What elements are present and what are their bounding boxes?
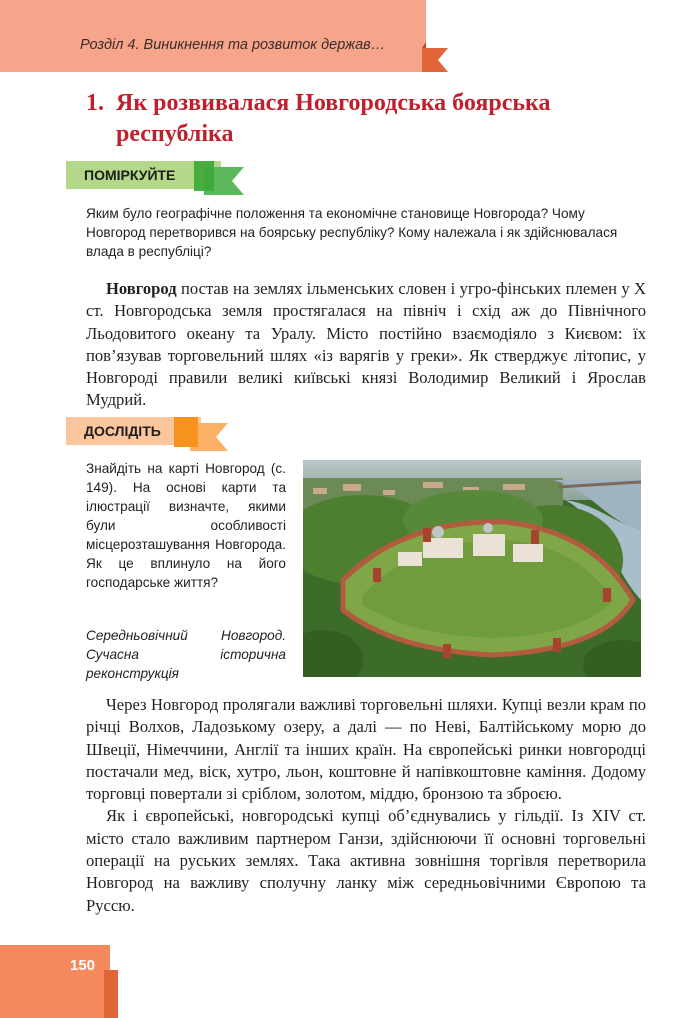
page-number: 150 bbox=[70, 957, 96, 974]
photo-caption: Середньовічний Новгород. Сучасна історична реконструкція bbox=[86, 628, 286, 681]
think-label: ПОМІРКУЙТЕ bbox=[66, 161, 221, 189]
orange-ribbon-icon bbox=[174, 417, 230, 453]
section-header: Розділ 4. Виникнення та розвиток держав… bbox=[80, 37, 386, 53]
paragraph-3-text: Як і європейські, новгородські купці об’єднувались у гільдії. Із XIV ст. місто стало важливим партнером Ганзи, здійснюючи її основні торговельні операції на руських землях. Така активна зовнішня торгівля перетворила Новгород на важливу сполучну ланку між середньовічними Європою та Руссю. bbox=[86, 806, 646, 915]
research-task: Знайдіть на карті Новгород (с. 149). На основі карти та ілюстрації визначте, якими були особливості місцерозташування Новгорода. Як це вплинуло на його господарське життя? bbox=[86, 461, 286, 590]
page-number-band bbox=[0, 945, 110, 1018]
title-number: 1. bbox=[86, 90, 104, 116]
research-banner bbox=[66, 417, 231, 445]
green-ribbon-icon bbox=[194, 161, 246, 197]
paragraph-2-text: Через Новгород пролягали важливі торговельні шляхи. Купці везли крам по річці Волхов, Ладозькому озеру, а далі — по Неві, Балтійському морю до Швеції, Німеччини, Англії та інших країн. На європейські ринки новгородці постачали мед, віск, хутро, льон, коштовне й напівкоштовне каміння. Додому торговці повертали зі сріблом, золотом, міддю, бронзою та зброєю. bbox=[86, 695, 646, 804]
page-number-strip bbox=[104, 970, 118, 1018]
title-line-2: республіка bbox=[116, 121, 234, 147]
page-title bbox=[86, 88, 646, 150]
paragraph-trade bbox=[86, 694, 646, 917]
title-line-1: Як розвивалася Новгородська боярська bbox=[116, 90, 551, 116]
header-ribbon-decoration bbox=[400, 42, 448, 74]
research-label: ДОСЛІДІТЬ bbox=[66, 417, 201, 445]
paragraph-novgorod bbox=[86, 278, 646, 412]
think-question: Яким було географічне положення та економічне становище Новгорода? Чому Новгород перетворився на боярську республіку? Кому належала і як здійснювалася влада в республіці? bbox=[86, 206, 618, 259]
think-banner bbox=[66, 161, 246, 189]
header-band bbox=[0, 0, 426, 72]
novgorod-kremlin-photo bbox=[303, 460, 641, 677]
term-novgorod: Новгород bbox=[106, 279, 177, 298]
paragraph-1-text: постав на землях ільменських словен і угро-фінських племен у X ст. Новгородська земля простягалася на північ і схід аж до Північного Льодовитого океану та Уралу. Місто постійно взаємодіяло з Києвом: їх пов’язував торговельний шлях «із варягів у греки». Як стверджує літопис, у Новгороді правили великі київські князі Володимир Великий і Ярослав Мудрий. bbox=[86, 279, 646, 410]
